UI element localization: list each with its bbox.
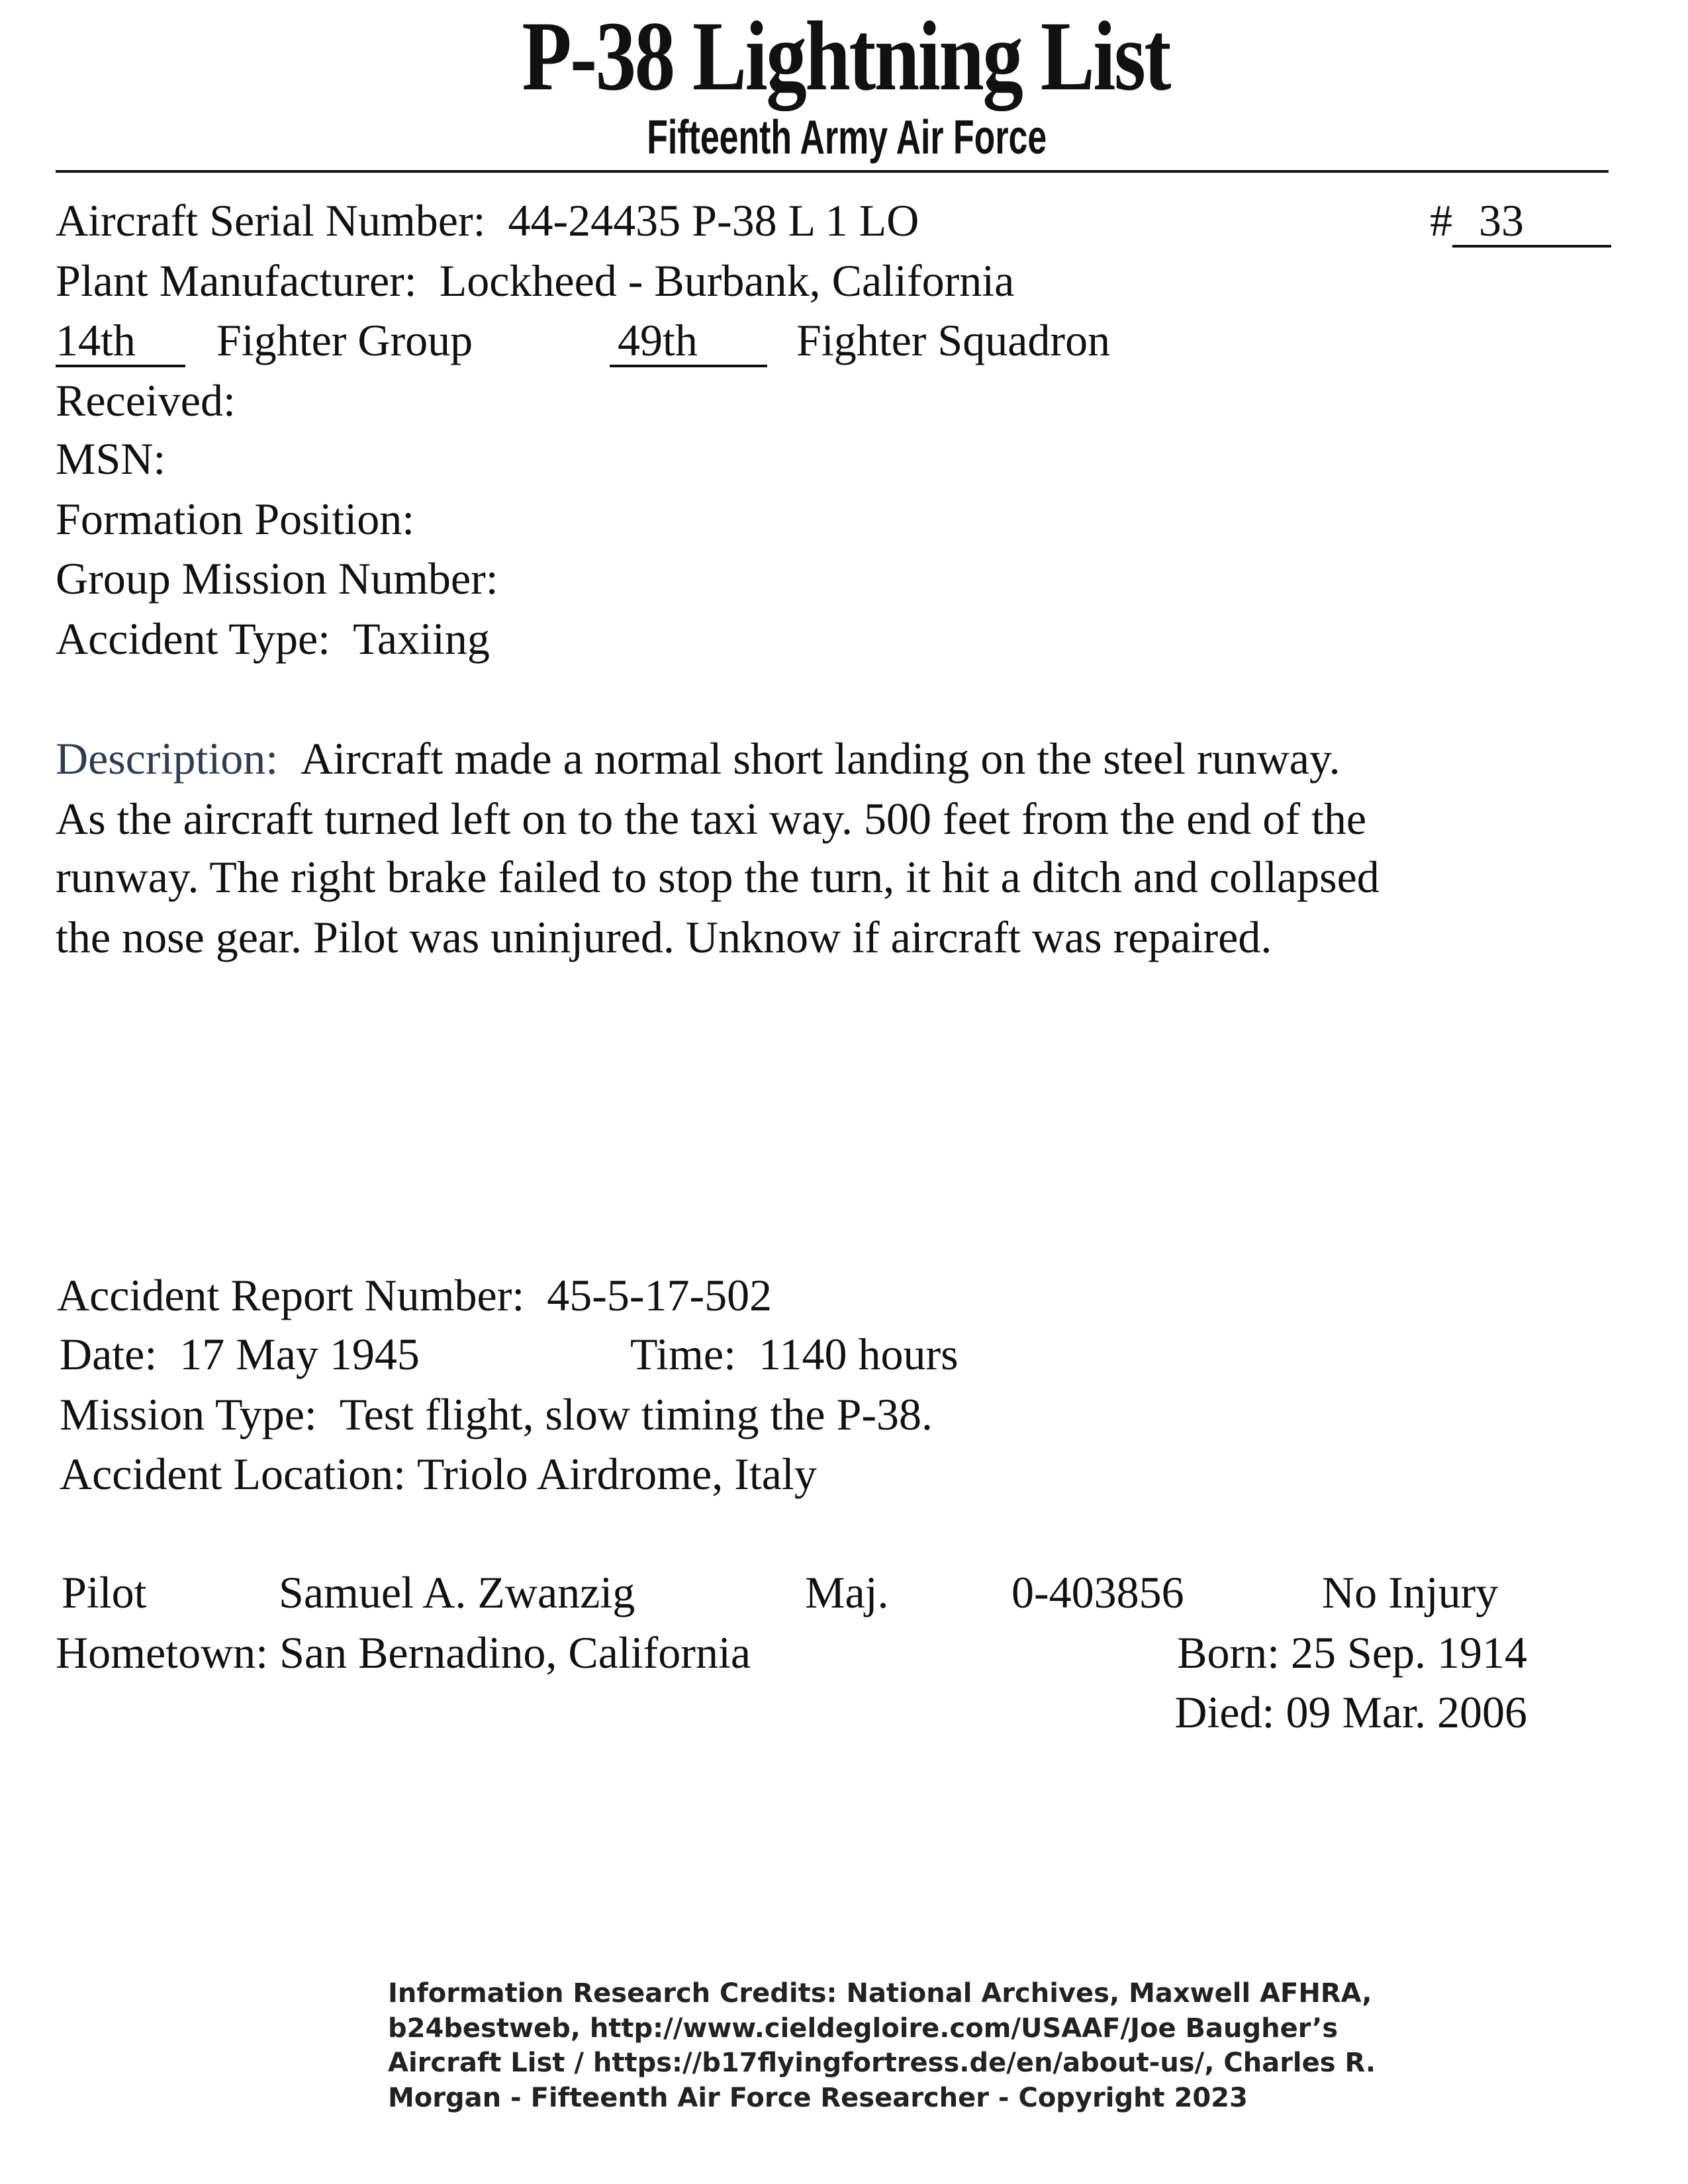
- number-prefix: #: [1430, 195, 1452, 246]
- location-label: Accident Location:: [60, 1449, 406, 1499]
- description-line: the nose gear. Pilot was uninjured. Unknow if aircraft was repaired.: [56, 912, 1272, 962]
- time-label: Time:: [630, 1329, 737, 1379]
- mission-type-row: [60, 1385, 933, 1444]
- received-label: Received:: [56, 375, 236, 426]
- accident-type-row: [56, 609, 490, 668]
- description-text: Aircraft made a normal short landing on the steel runway.: [301, 733, 1340, 784]
- serial-row: [56, 191, 919, 250]
- manufacturer-label: Plant Manufacturer:: [56, 255, 417, 306]
- serial-label: Aircraft Serial Number:: [56, 195, 486, 246]
- died-value: 09 Mar. 2006: [1286, 1687, 1527, 1737]
- number-value: 33: [1452, 196, 1611, 248]
- footer-credits-line: Aircraft List / https://b17flyingfortress.de/en/about-us/, Charles R.: [388, 2048, 1376, 2078]
- description-line: runway. The right brake failed to stop the turn, it hit a ditch and collapsed: [56, 852, 1380, 902]
- description-label: Description:: [56, 733, 279, 784]
- time-row: [630, 1324, 959, 1384]
- crew-status: No Injury: [1322, 1567, 1499, 1617]
- header-divider: [56, 170, 1609, 173]
- hometown-row: [56, 1623, 751, 1682]
- formation-label: Formation Position:: [56, 494, 415, 544]
- crew-role: Pilot: [62, 1567, 147, 1617]
- date-value: 17 May 1945: [179, 1329, 420, 1379]
- serial-value: 44-24435 P-38 L 1 LO: [508, 195, 919, 246]
- footer-credits-line: b24bestweb, http://www.cieldegloire.com/USAAF/Joe Baugher’s: [388, 2013, 1338, 2044]
- died-label: Died:: [1174, 1687, 1275, 1737]
- page-title: P-38 Lightning List: [522, 1, 1170, 111]
- born-row: [1177, 1623, 1527, 1682]
- footer-credits-line: Morgan - Fifteenth Air Force Researcher - Copyright 2023: [388, 2083, 1248, 2113]
- hometown-value: San Bernadino, California: [279, 1627, 751, 1678]
- report-number-label: Accident Report Number:: [57, 1270, 525, 1320]
- squadron-value: 49th: [610, 316, 767, 367]
- page-subtitle: Fifteenth Army Air Force: [647, 111, 1047, 164]
- accident-type-value: Taxiing: [353, 614, 490, 664]
- description-line: [56, 729, 1340, 788]
- date-row: [60, 1324, 420, 1384]
- location-value: Triolo Airdrome, Italy: [417, 1449, 817, 1499]
- location-row: [60, 1444, 817, 1504]
- msn-label: MSN:: [56, 433, 166, 484]
- mission-type-value: Test flight, slow timing the P-38.: [339, 1389, 933, 1439]
- crew-name: Samuel A. Zwanzig: [279, 1567, 635, 1617]
- manufacturer-row: [56, 251, 1014, 310]
- crew-serial: 0-403856: [1011, 1567, 1184, 1617]
- crew-rank: Maj.: [805, 1567, 889, 1617]
- manufacturer-value: Lockheed - Burbank, California: [439, 255, 1015, 306]
- footer-credits-line: Information Research Credits: National Archives, Maxwell AFHRA,: [388, 1978, 1372, 2009]
- accident-type-label: Accident Type:: [56, 614, 331, 664]
- group-mission-label: Group Mission Number:: [56, 553, 498, 604]
- time-value: 1140 hours: [759, 1329, 959, 1379]
- group-value: 14th: [56, 316, 185, 367]
- report-number-value: 45-5-17-502: [547, 1270, 773, 1320]
- date-label: Date:: [60, 1329, 158, 1379]
- born-label: Born:: [1177, 1627, 1280, 1678]
- group-label: Fighter Group: [216, 315, 473, 365]
- report-number-row: [57, 1265, 772, 1325]
- squadron-label: Fighter Squadron: [796, 315, 1111, 365]
- hometown-label: Hometown:: [56, 1627, 269, 1678]
- mission-type-label: Mission Type:: [60, 1389, 317, 1439]
- died-row: [1174, 1682, 1527, 1742]
- squadron-row: [610, 310, 767, 370]
- group-row: [56, 310, 185, 370]
- list-number: [1430, 191, 1611, 250]
- born-value: 25 Sep. 1914: [1291, 1627, 1527, 1678]
- description-line: As the aircraft turned left on to the taxi way. 500 feet from the end of the: [56, 794, 1367, 844]
